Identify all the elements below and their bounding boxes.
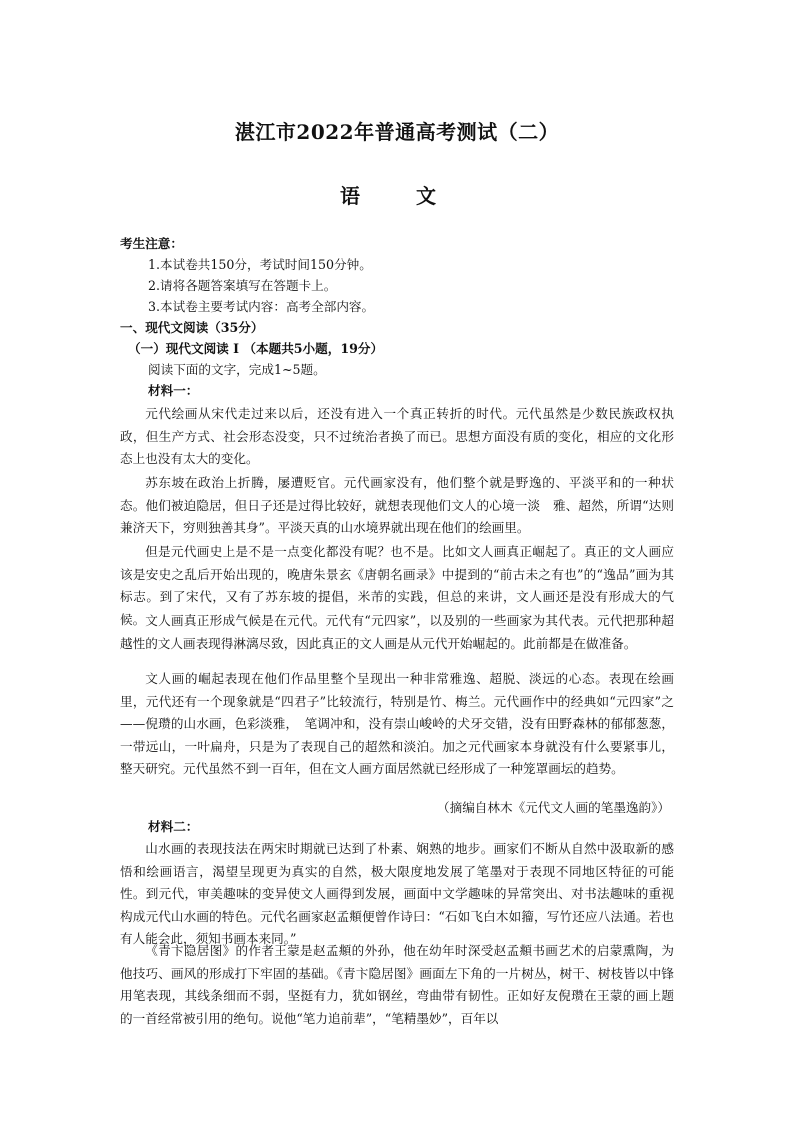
notice-item: 2.请将各题答案填写在答题卡上。 [148, 278, 337, 293]
material-label: 材料二： [148, 819, 199, 834]
reading-instruction: 阅读下面的文字，完成1~5题。 [148, 362, 326, 377]
notice-item: 1.本试卷共150分，考试时间150分钟。 [148, 257, 372, 272]
exam-title: 湛江市2022年普通高考测试（二） [234, 120, 560, 144]
material1-paragraph: 苏东坡在政治上折腾，屡遭贬官。元代画家没有，他们整个就是野逸的、平淡平和的一种状态。他们被迫隐居，但日子还是过得比较好，就想表现他们文人的心境一淡 雅、超然，所谓“达则兼济天下，穷则独善其身”。平淡天真的山水境界就出现在他们的绘画里。 [120, 475, 674, 536]
material2-paragraph: 《青卞隐居图》的作者王蒙是赵孟頫的外孙，他在幼年时深受赵孟頫书画艺术的启蒙熏陶，为他技巧、画风的形成打下牢固的基础。《青卞隐居图》画面左下角的一片树丛，树干、树枝皆以中锋用笔表现，其线条细而不弱，坚挺有力，犹如钢丝，弯曲带有韧性。正如好友倪瓒在王蒙的画上题的一首经常被引用的绝句。说他“笔力追前辈”，“笔精墨妙”，百年以 [120, 943, 674, 1026]
notice-label: 考生注意： [120, 236, 183, 251]
material1-paragraph: 文人画真正形成气候是在元代。元代有“元四家”，以及别的一些画家为其代表。元代把那种超越性的文人画表现得淋漓尽致，因此真正的文人画是从元代开始崛起的。此前都是在做准备。 [120, 613, 674, 651]
notice-item: 3.本试卷主要考试内容：高考全部内容。 [148, 299, 375, 314]
sub-section-heading: （一）现代文阅读 I （本题共5小题，19分） [128, 341, 384, 356]
material1-paragraph: 但是元代画史上是不是一点变化都没有呢？也不是。比如文人画真正崛起了。真正的文人画应该是安史之乱后开始出现的，晚唐朱景玄《唐朝名画录》中提到的“前古未之有也”的“逸品”画为其标志。到了宋代，又有了苏东坡的提倡，米芾的实践，但总的来讲，文人画还是没有形成大的气候。 [120, 544, 674, 627]
subject-title: 语 文 [340, 184, 454, 208]
material1-source: （摘编自林木《元代文人画的笔墨逸韵》） [437, 800, 670, 815]
material2-paragraph: 山水画的表现技法在两宋时期就已达到了朴素、娴熟的地步。画家们不断从自然中汲取新的感悟和绘画语言，渴望呈现更为真实的自然，极大限度地发展了笔墨对于表现不同地区特征的可能性。到元代，审美趣味的变异使文人画得到发展，画面中文学趣味的异常突出、对书法趣味的重视构成元代山水画的特色。元代名画家赵孟頫便曾作诗曰：“石如飞白木如籀，写竹还应八法通。若也有人能会此，须知书画本来同。” [120, 841, 674, 947]
material1-paragraph: 元代绘画从宋代走过来以后，还没有进入一个真正转折的时代。元代虽然是少数民族政权执政，但生产方式、社会形态没变，只不过统治者换了而已。思想方面没有质的变化，相应的文化形态上也没有太大的变化。 [120, 406, 674, 467]
material-label: 材料一： [148, 383, 199, 398]
section-heading: 一、现代文阅读（35分） [120, 320, 264, 335]
material1-paragraph: 文人画的崛起表现在他们作品里整个呈现出一种非常雅逸、超脱、淡远的心态。表现在绘画里，元代还有一个现象就是“四君子”比较流行，特别是竹、梅兰。元代画作中的经典如“元四家”之——倪瓒的山水画，色彩淡雅， 笔调冲和，没有崇山峻岭的犬牙交错，没有田野森林的郁郁葱葱，一带远山，一叶扁舟，只是为了表现自己的超然和淡泊。加之元代画家本身就没有什么要紧事儿，整天研究。元代虽然不到一百年，但在文人画方面居然就已经形成了一种笼罩画坛的趋势。 [120, 671, 674, 777]
